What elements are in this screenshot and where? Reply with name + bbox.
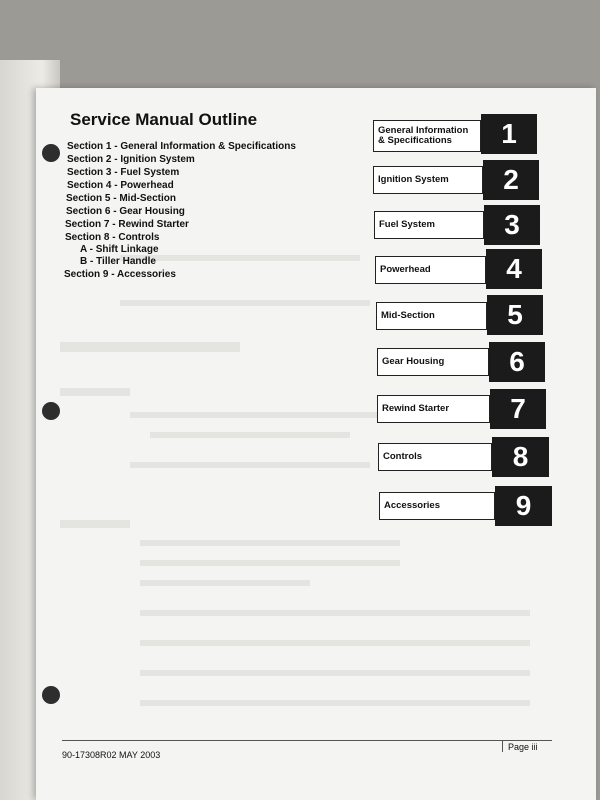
footer-doc-number: 90-17308R02 MAY 2003 [62, 750, 161, 760]
punch-hole [42, 144, 60, 162]
tab-controls: Controls [378, 443, 492, 471]
show-through-line [140, 640, 530, 646]
tab-fuel-system: Fuel System [374, 211, 484, 239]
show-through-line [150, 432, 350, 438]
show-through-line [60, 342, 240, 352]
show-through-line [130, 412, 380, 418]
footer-rule [62, 740, 552, 741]
show-through-line [140, 580, 310, 586]
show-through-line [130, 462, 370, 468]
punch-hole [42, 402, 60, 420]
show-through-line [140, 610, 530, 616]
toc-subsection-a: A - Shift Linkage [80, 244, 159, 255]
tab-label-line1: General Information [378, 125, 469, 136]
tab-gear-housing: Gear Housing [377, 348, 489, 376]
tab-general-information [373, 120, 481, 152]
tab-number-3: 3 [484, 205, 540, 245]
show-through-line [140, 700, 530, 706]
tab-number-1: 1 [481, 114, 537, 154]
tab-rewind-starter: Rewind Starter [377, 395, 490, 423]
toc-section-6: Section 6 - Gear Housing [66, 206, 185, 217]
tab-number-2: 2 [483, 160, 539, 200]
tab-number-7: 7 [490, 389, 546, 429]
tab-powerhead: Powerhead [375, 256, 486, 284]
show-through-line [140, 540, 400, 546]
tab-number-4: 4 [486, 249, 542, 289]
footer-divider [502, 740, 503, 752]
toc-section-4: Section 4 - Powerhead [67, 180, 174, 191]
show-through-line [120, 255, 360, 261]
toc-section-8: Section 8 - Controls [65, 232, 160, 243]
tab-mid-section: Mid-Section [376, 302, 487, 330]
show-through-line [60, 388, 130, 396]
show-through-line [60, 520, 130, 528]
toc-section-9: Section 9 - Accessories [64, 269, 176, 280]
tab-number-6: 6 [489, 342, 545, 382]
toc-section-1: Section 1 - General Information & Specifications [67, 141, 296, 152]
show-through-line [140, 560, 400, 566]
tab-accessories: Accessories [379, 492, 495, 520]
toc-section-3: Section 3 - Fuel System [67, 167, 180, 178]
show-through-line [140, 670, 530, 676]
tab-number-8: 8 [492, 437, 549, 477]
toc-section-5: Section 5 - Mid-Section [66, 193, 177, 204]
show-through-line [120, 300, 370, 306]
toc-section-2: Section 2 - Ignition System [67, 154, 195, 165]
tab-number-5: 5 [487, 295, 543, 335]
tab-label-line2: & Specifications [378, 135, 452, 146]
tab-ignition-system: Ignition System [373, 166, 483, 194]
toc-section-7: Section 7 - Rewind Starter [65, 219, 189, 230]
toc-subsection-b: B - Tiller Handle [80, 256, 156, 267]
tab-number-9: 9 [495, 486, 552, 526]
punch-hole [42, 686, 60, 704]
footer-page-number: Page iii [508, 742, 538, 752]
page-title: Service Manual Outline [70, 110, 258, 129]
